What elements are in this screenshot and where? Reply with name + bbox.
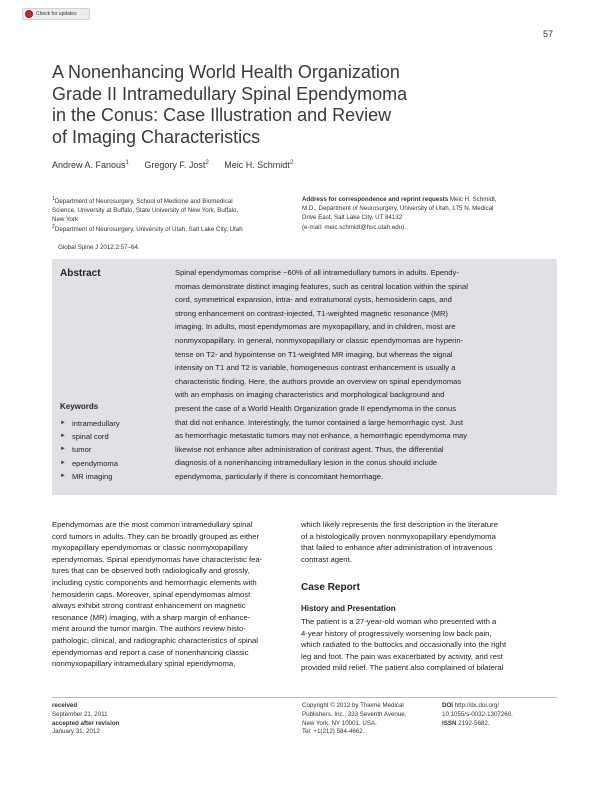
- triangle-bullet-icon: ►: [60, 459, 66, 466]
- keywords-list: [60, 417, 120, 483]
- article-title: [52, 62, 472, 148]
- author: Gregory F. Jost$^2$: [144, 160, 209, 170]
- doi-link[interactable]: DOI http://dx.doi.org/: [442, 702, 500, 709]
- title-line: Grade II Intramedullary Spinal Ependymoma: [52, 83, 408, 104]
- copyright-notice: Copyright © 2012 by Thieme Medical Publishers, Inc., 333 Seventh Avenue, New York, NY 10001, USA. Tel: +1(212) 584-4662.: [302, 702, 407, 736]
- abstract-heading: Abstract: [60, 268, 101, 279]
- check-for-updates-icon: [25, 10, 33, 18]
- triangle-bullet-icon: ►: [60, 446, 66, 453]
- subsection-heading-history: History and Presentation: [301, 604, 396, 613]
- author-list: [52, 160, 306, 170]
- journal-citation: Global Spine J 2012;2:57–64.: [58, 244, 140, 251]
- check-for-updates-label: Check for updates: [36, 11, 77, 17]
- title-line: A Nonenhancing World Health Organization: [52, 62, 400, 82]
- keyword-item: ► tumor: [60, 443, 120, 456]
- keyword-item: ► intramedullary: [60, 417, 120, 430]
- received-dates: received September 21, 2011 accepted after revision January 31, 2012: [52, 702, 120, 736]
- title-line: in the Conus: Case Illustration and Review: [52, 105, 392, 125]
- body-left-column: Ependymomas are the most common intramedullary spinal cord tumors in adults. They can be broadly grouped as either myxopapillary ependymomas or classic nonmyxopapillary ependymomas. Spinal ependymomas have characteristic fea- tures that can be observed both radiologically and grossly, including cystic components and hemorrhagic elements with hemosiderin caps. Moreover, spinal ependymomas almost always exhibit strong contrast enhancement on magnetic resonance (MR) imaging, with a sharp margin of enhance- ment around the tumor margin. The authors review histo- pathologic, clinical, and radiographic characteristics of spinal ependymomas and report a case of nonenhancing classic nonmyxopapillary intramedullary spinal ependymoma,: [52, 520, 263, 669]
- author: Meic H. Schmidt$^2$: [224, 160, 294, 170]
- triangle-bullet-icon: ►: [60, 433, 66, 440]
- correspondence-email[interactable]: (e-mail: meic.schmidt@hsc.utah.edu).: [302, 223, 406, 231]
- body-right-column-intro: which likely represents the first description in the literature of a histologically proven nonmyxopapillary ependymoma that failed to enhance after administration of intravenous contrast agent.: [301, 520, 498, 564]
- keyword-item: ► ependymoma: [60, 457, 120, 470]
- body-right-column-history: The patient is a 27-year-old woman who presented with a 4-year history of progressively worsening low back pain, which radiated to the buttocks and occasionally into the right leg and foot. The pain was exacerbated by activity, and rest provided mild relief. The patient also complained of bilateral: [301, 617, 507, 673]
- abstract-text: Spinal ependymomas comprise ~60% of all intramedullary tumors in adults. Ependy- momas demonstrate distinct imaging features, such as central location within the spinal cord, symmetrical expansion, intra- and extratumoral cysts, hemosiderin caps, and strong enhancement on contrast-injected, T1-weighted magnetic resonance (MR) imaging. In adults, most ependymomas are myxopapillary, and in children, most are nonmyxopapillary. In general, nonmyxopapillary or classic ependymomas are hyperin- tense on T2- and hypointense on T1-weighted MR imaging, but whereas the signal intensity on T1 and T2 is variable, homogeneous contrast enhancement is usually a characteristic finding. Here, the authors provide an overview on spinal ependymomas with an emphasis on imaging characteristics and morphological background and present the case of a World Health Organization grade II ependymoma in the conus that did not enhance. Interestingly, the tumor contained a large hemorrhagic cyst. Just as hemorrhagic metastatic tumors may not enhance, a hemorrhagic ependymoma may likewise not enhance after administration of contrast agent. Thus, the differential diagnosis of a nonenhancing intramedullary lesion in the conus should include ependymoma, particularly if there is concomitant hemorrhage.: [175, 268, 468, 481]
- triangle-bullet-icon: ►: [60, 472, 66, 479]
- author: Andrew A. Fanous$^1$: [52, 160, 129, 170]
- affiliation-2: $^2$Department of Neurosurgery, University of Utah, Salt Lake City, Utah: [52, 224, 243, 234]
- correspondence-address: Address for correspondence and reprint requests Meic H. Schmidt, M.D., Department of Neurosurgery, University of Utah, 175 N. Medical Drive East, Salt Lake City, UT 84132 (e-mail: meic.schmidt@hsc.utah.edu).: [302, 196, 497, 231]
- keyword-item: ► MR imaging: [60, 470, 120, 483]
- section-heading-case-report: Case Report: [301, 582, 360, 593]
- footer-divider: [52, 697, 557, 698]
- title-line: of Imaging Characteristics: [52, 126, 261, 147]
- page-number: 57: [543, 29, 554, 39]
- keyword-item: ► spinal cord: [60, 430, 120, 443]
- affiliation-1: $^1$Department of Neurosurgery, School of Medicine and Biomedical Science, University at Buffalo, State University of New York, Buffalo, New York: [52, 196, 239, 224]
- triangle-bullet-icon: ►: [60, 420, 66, 426]
- doi-issn-block: DOI http://dx.doi.org/ 10.1055/s-0032-1307260. ISSN 2192-5682.: [442, 702, 513, 727]
- check-for-updates-badge[interactable]: [22, 8, 90, 20]
- keywords-heading: Keywords: [60, 402, 99, 411]
